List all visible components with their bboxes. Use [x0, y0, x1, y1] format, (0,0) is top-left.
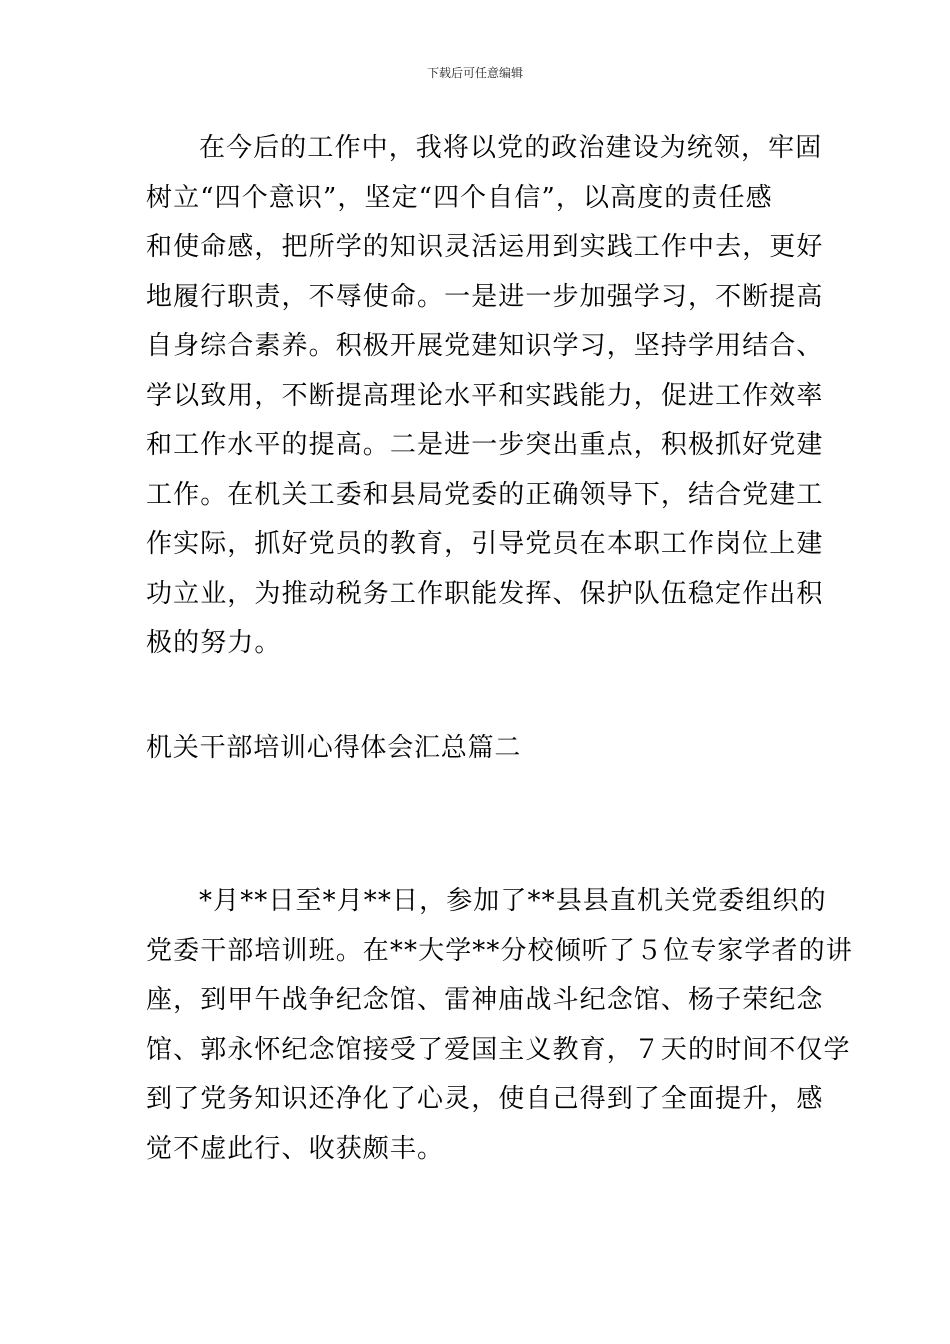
- paragraph-1-line: 树立“四个意识”，坚定“四个自信”，以高度的责任感: [146, 182, 773, 213]
- paragraph-1: [146, 124, 824, 669]
- paragraph-1-line: 极的努力。: [146, 628, 282, 658]
- paragraph-1-line: 工作。在机关工委和县局党委的正确领导下，结合党建工: [146, 479, 824, 510]
- paragraph-2-line: 觉不虚此行、收获颇丰。: [146, 1133, 445, 1164]
- paragraph-1-line: 自身综合素养。积极开展党建知识学习，坚持学用结合、: [146, 331, 824, 361]
- paragraph-2-line: 座，到甲午战争纪念馆、雷神庙战斗纪念馆、杨子荣纪念: [146, 985, 824, 1015]
- section-heading: 机关干部培训心得体会汇总篇二: [146, 732, 522, 763]
- paragraph-1-line: 学以致用，不断提高理论水平和实践能力，促进工作效率: [146, 380, 824, 411]
- paragraph-2-line: 到了党务知识还净化了心灵，使自己得到了全面提升，感: [146, 1084, 824, 1114]
- paragraph-2-line: 馆、郭永怀纪念馆接受了爱国主义教育，７天的时间不仅学: [146, 1034, 851, 1065]
- paragraph-2-line: 党委干部培训班。在**大学**分校倾听了５位专家学者的讲: [146, 935, 853, 966]
- paragraph-1-line: 作实际，抓好党员的教育，引导党员在本职工作岗位上建: [146, 529, 824, 559]
- paragraph-1-line: 功立业，为推动税务工作职能发挥、保护队伍稳定作出积: [146, 578, 824, 609]
- document-body: [146, 124, 853, 1174]
- page-header-note: 下载后可任意编辑: [426, 66, 523, 80]
- paragraph-1-line: 和工作水平的提高。二是进一步突出重点，积极抓好党建: [146, 430, 824, 460]
- paragraph-1-line: 地履行职责，不辱使命。一是进一步加强学习，不断提高: [146, 281, 824, 312]
- paragraph-1-line: 在今后的工作中，我将以党的政治建设为统领，牢固: [199, 133, 823, 163]
- paragraph-2: [146, 877, 853, 1174]
- paragraph-2-line: *月**日至*月**日，参加了**县县直机关党委组织的: [199, 886, 827, 916]
- paragraph-1-line: 和使命感，把所学的知识灵活运用到实践工作中去，更好: [146, 232, 824, 262]
